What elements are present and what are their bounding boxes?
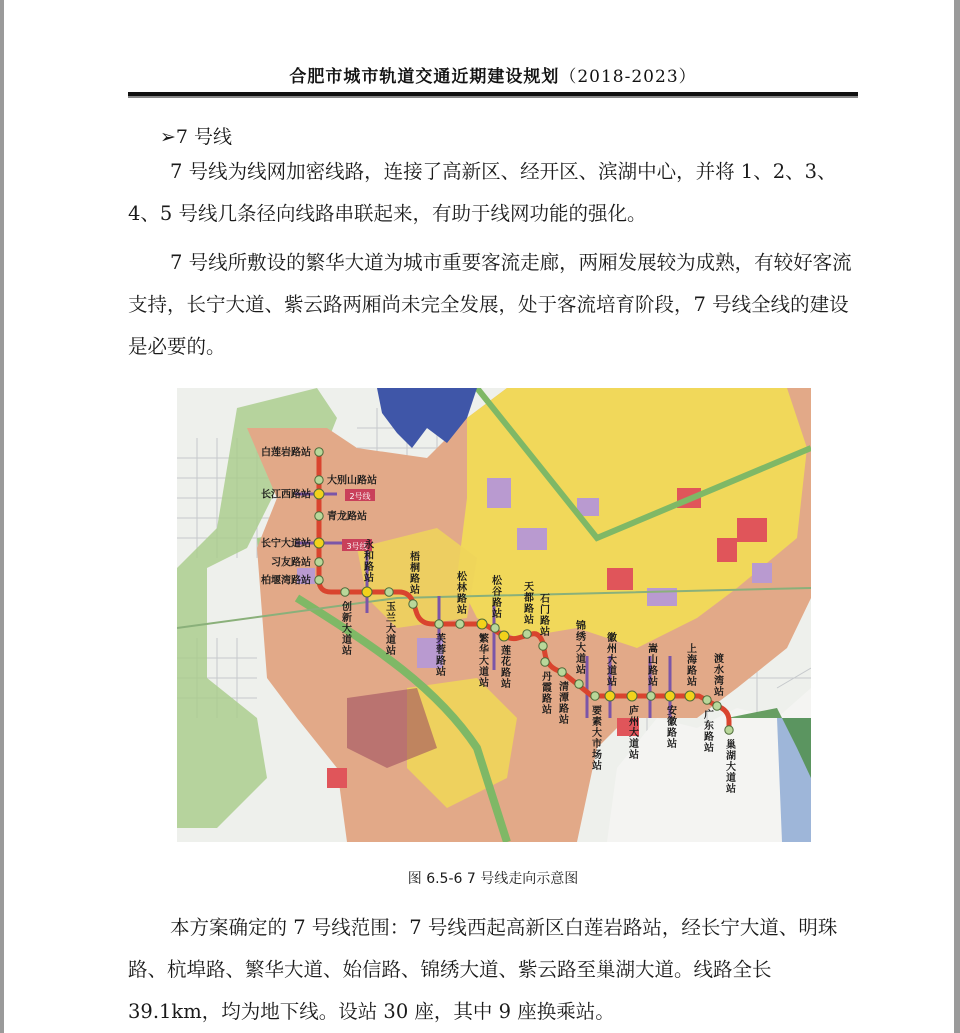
station-label: 柏堰湾路站: [261, 575, 311, 587]
station-label: 松谷路站: [489, 575, 501, 619]
station-label: 渡水湾站: [711, 653, 723, 697]
running-header-title: 合肥市城市轨道交通近期建设规划: [289, 67, 560, 87]
station-marker: [315, 476, 323, 484]
interchange-station-marker: [477, 619, 487, 629]
station-marker: [315, 576, 323, 584]
station-label: 丹霞路站: [539, 671, 551, 715]
station-marker: [315, 448, 323, 456]
interchange-station-marker: [362, 587, 372, 597]
station-marker: [703, 696, 711, 704]
station-label: 要素大市场站: [589, 705, 601, 771]
station-marker: [315, 558, 323, 566]
station-label: 广东路站: [701, 709, 713, 753]
station-marker: [523, 630, 531, 638]
station-marker: [558, 668, 566, 676]
station-label: 繁华大道站: [476, 633, 488, 688]
page-left-edge: [0, 0, 4, 1033]
station-marker: [713, 702, 721, 710]
station-label: 松林路站: [454, 571, 466, 615]
interchange-station-marker: [685, 691, 695, 701]
paragraph-3-text: 本方案确定的 7 号线范围：7 号线西起高新区白莲岩路站，经长宁大道、明珠路、杭埠路、繁华大道、始信路、锦绣大道、紫云路至巢湖大道。线路全长 39.1km，均为地下线。设站 30 座，其中 9 座换乘站。: [128, 916, 838, 1023]
station-marker: [725, 726, 733, 734]
station-marker: [341, 588, 349, 596]
header-rule-shadow: [128, 96, 858, 98]
station-label: 芙蓉路站: [433, 633, 445, 677]
station-marker: [575, 680, 583, 688]
transfer-line-tag-label: 2号线: [349, 492, 371, 501]
paragraph-2-text: 7 号线所敷设的繁华大道为城市重要客流走廊，两厢发展较为成熟，有较好客流支持，长宁大道、紫云路两厢尚未完全发展，处于客流培育阶段，7 号线全线的建设是必要的。: [128, 251, 852, 358]
station-label: 巢湖大道站: [723, 739, 735, 794]
station-label: 庐州大道站: [626, 705, 638, 760]
station-label: 创新大道站: [339, 601, 351, 656]
interchange-station-marker: [314, 489, 324, 499]
station-label: 大别山路站: [327, 475, 377, 487]
station-label: 莲花路站: [498, 645, 510, 689]
station-marker: [409, 600, 417, 608]
station-label: 上海路站: [684, 643, 696, 687]
line-7-route-map: [177, 388, 811, 842]
station-label: 天都路站: [521, 581, 533, 625]
station-label: 徽州大道站: [604, 632, 616, 687]
station-marker: [315, 512, 323, 520]
station-label: 锦绣大道站: [573, 620, 585, 675]
station-label: 习友路站: [271, 557, 311, 569]
running-header-years: （2018-2023）: [559, 67, 697, 87]
station-label: 长宁大道站: [261, 538, 311, 550]
page-right-edge: [954, 0, 960, 1033]
paragraph-1: [128, 151, 863, 235]
station-marker: [647, 692, 655, 700]
station-marker: [456, 620, 464, 628]
interchange-station-marker: [499, 631, 509, 641]
station-marker: [491, 624, 499, 632]
station-marker: [541, 658, 549, 666]
station-label: 石门路站: [537, 593, 549, 637]
paragraph-2: [128, 242, 863, 368]
section-heading: ➢7 号线: [160, 126, 233, 148]
station-marker: [435, 620, 443, 628]
interchange-station-marker: [314, 538, 324, 548]
station-marker: [591, 692, 599, 700]
interchange-station-marker: [605, 691, 615, 701]
station-label: 永和路站: [361, 539, 373, 583]
station-label: 梧桐路站: [407, 551, 419, 595]
station-label: 嵩山路站: [645, 643, 657, 687]
interchange-station-marker: [665, 691, 675, 701]
station-label: 长江西路站: [261, 489, 311, 501]
figure-caption: 图 6.5-6 7 号线走向示意图: [407, 871, 579, 887]
station-marker: [385, 588, 393, 596]
station-marker: [539, 642, 547, 650]
running-header: [128, 62, 858, 87]
station-label: 青龙路站: [327, 511, 367, 523]
station-label: 安徽路站: [664, 705, 676, 749]
interchange-station-marker: [627, 691, 637, 701]
station-label: 玉兰大道站: [383, 601, 395, 656]
paragraph-1-text: 7 号线为线网加密线路，连接了高新区、经开区、滨湖中心，并将 1、2、3、4、5 号线几条径向线路串联起来，有助于线网功能的强化。: [128, 160, 837, 225]
station-label: 白莲岩路站: [261, 447, 311, 459]
paragraph-3: [128, 907, 863, 1033]
station-label: 清潭路站: [556, 681, 568, 725]
transfer-line-tag-label: 3号线: [346, 542, 368, 551]
